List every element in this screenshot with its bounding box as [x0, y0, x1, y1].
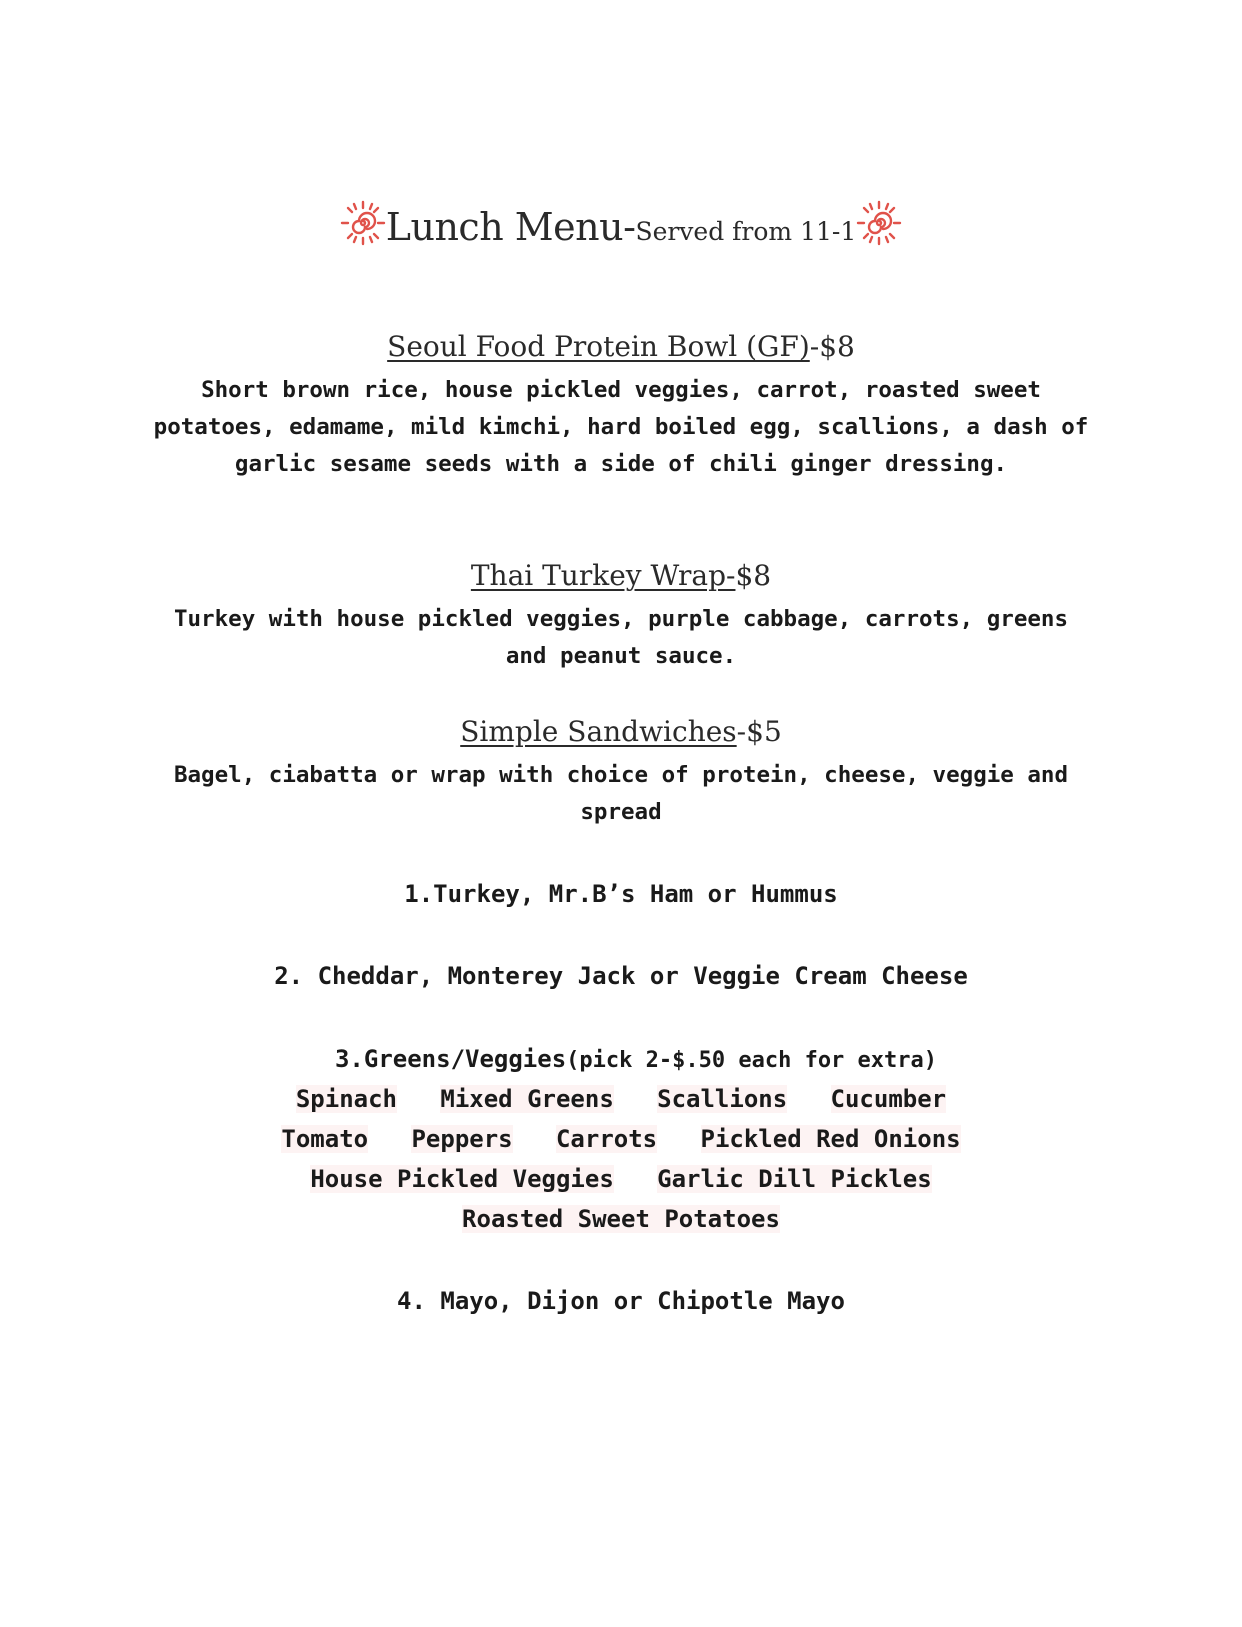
veggie-option: Scallions [657, 1085, 788, 1113]
sun-icon [340, 200, 386, 246]
menu-item-heading [0, 715, 1242, 748]
sun-icon [856, 200, 902, 246]
veggie-option: Mixed Greens [440, 1085, 614, 1113]
menu-item-heading [0, 559, 1242, 592]
greens-note: (pick 2-$.50 each for extra) [566, 1048, 938, 1073]
veggie-option: Roasted Sweet Potatoes [462, 1205, 780, 1233]
menu-item-price: -$8 [809, 330, 855, 363]
menu-item-name: Simple Sandwiches [460, 715, 737, 748]
menu-subtitle: Served from 11-1 [635, 217, 857, 246]
menu-item-name: Thai Turkey Wrap- [470, 559, 736, 592]
menu-item-price: $8 [735, 559, 772, 592]
menu-item-description: Turkey with house pickled veggies, purple cabbage, carrots, greens and peanut sauce. [173, 606, 1069, 669]
menu-item-name: Seoul Food Protein Bowl (GF) [387, 330, 810, 363]
veggie-option: Tomato [281, 1125, 369, 1153]
veggie-option: Garlic Dill Pickles [657, 1165, 932, 1193]
cheese-options: 2. Cheddar, Monterey Jack or Veggie Cream Cheese [274, 962, 968, 990]
menu-title-text: Lunch Menu- [385, 205, 636, 249]
veggie-option: Peppers [411, 1125, 513, 1153]
greens-row [0, 1085, 1242, 1113]
greens-heading [0, 1045, 1242, 1073]
menu-item-price: -$5 [736, 715, 782, 748]
spread-options: 4. Mayo, Dijon or Chipotle Mayo [397, 1287, 845, 1315]
veggie-option: Cucumber [830, 1085, 947, 1113]
menu-item-description: Bagel, ciabatta or wrap with choice of protein, cheese, veggie and spread [173, 762, 1069, 825]
menu-item-heading [0, 330, 1242, 363]
greens-row [0, 1125, 1242, 1153]
veggie-option: Carrots [555, 1125, 658, 1153]
veggie-option: Pickled Red Onions [700, 1125, 961, 1153]
veggie-option: House Pickled Veggies [310, 1165, 614, 1193]
menu-title [0, 200, 1242, 249]
greens-row [0, 1165, 1242, 1193]
protein-options: 1.Turkey, Mr.B’s Ham or Hummus [404, 880, 838, 908]
menu-item-description: Short brown rice, house pickled veggies, carrot, roasted sweet potatoes, edamame, mild kimchi, hard boiled egg, scallions, a dash of garlic sesame seeds with a side of chili ginger dressing. [153, 377, 1089, 477]
greens-title: 3.Greens/Veggies [334, 1045, 567, 1073]
greens-row [0, 1205, 1242, 1233]
veggie-option: Spinach [295, 1085, 398, 1113]
